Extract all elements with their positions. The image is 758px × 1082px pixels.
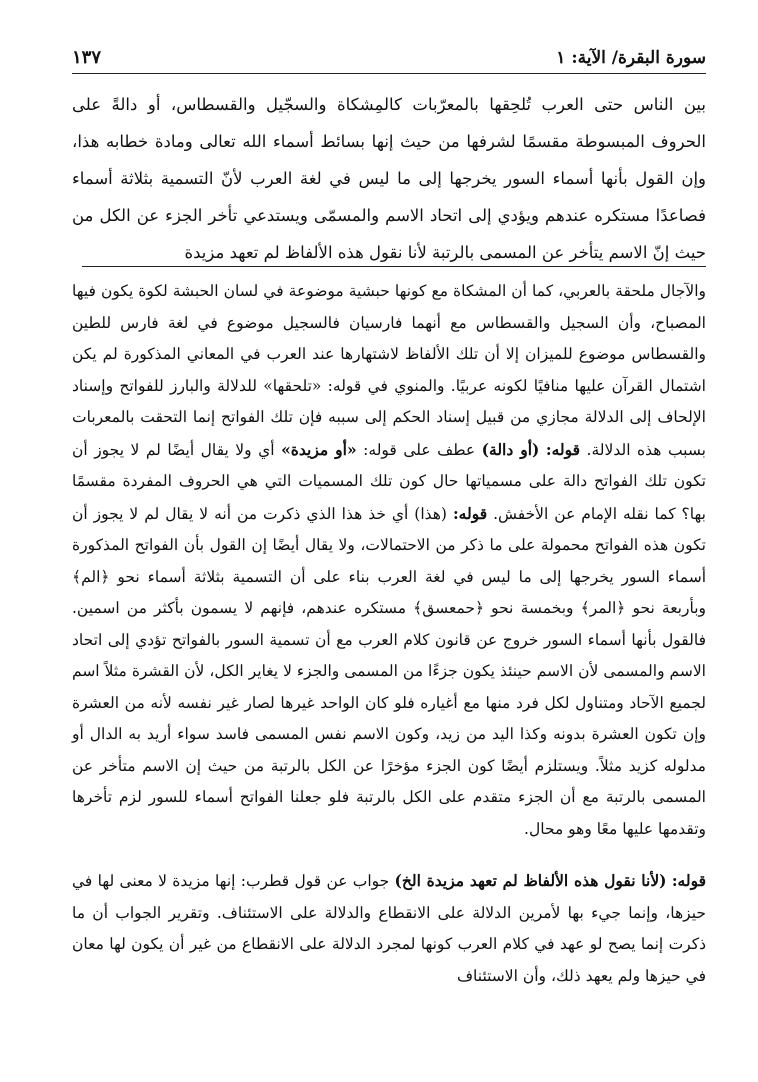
- commentary-text: جواب عن قول قطرب: إنها مزيدة لا معنى لها في حيزها، وإنما جيء بها لأمرين الدلالة على الانقطاع والدلالة على الاستئناف. وتقرير الجواب أن ما ذكرت إنما يصح لو عهد في كلام العرب كونها لمجرد الدلالة على الانقطاع من غير أن يكون لها معان في حيزها ولم يعهد ذلك، وأن الاستئناف: [72, 872, 706, 985]
- commentary-paragraph-1: [72, 276, 706, 845]
- quoted-phrase: (أو دالة): [481, 439, 540, 459]
- page-number: ١٣٧: [72, 47, 102, 68]
- main-text-paragraph: بين الناس حتى العرب تُلحِقها بالمعرّبات كالمِشكاة والسجّيل والقسطاس، أو دالةً على الحروف المبسوطة مقسمًا لشرفها من حيث إنها بسائط أسماء الله تعالى ومادة خطابه هذا، وإن القول بأنها أسماء السور يخرجها إلى ما ليس في لغة العرب لأنّ التسمية بثلاثة أسماء فصاعدًا مستكره عندهم ويؤدي إلى اتحاد الاسم والمسمّى ويستدعي تأخر الجزء عن الكل من حيث إنّ الاسم يتأخر عن المسمى بالرتبة لأنا نقول هذه الألفاظ لم تعهد مزيدة: [72, 95, 706, 262]
- quoted-phrase: «أو مزيدة»: [281, 439, 357, 459]
- main-text-block: [72, 86, 706, 271]
- page-header: [72, 40, 706, 68]
- keyword-qawluhu: قوله:: [452, 503, 488, 523]
- commentary-block: [72, 276, 706, 1012]
- keyword-qawluhu: قوله:: [671, 871, 706, 890]
- quoted-phrase: (لأنا نقول هذه الألفاظ لم تعهد مزيدة الخ): [394, 871, 667, 890]
- running-title: سورة البقرة/ الآية: ١: [556, 48, 706, 68]
- commentary-text: عطف على قوله:: [363, 440, 476, 459]
- commentary-text: والآجال ملحقة بالعربي، كما أن المشكاة مع كونها حبشية موضوعة في لسان الحبشة لكوة يكون فيها المصباح، وأن السجيل والقسطاس مع أنهما فارسيان فالسجيل موضوع في لغة فارس للطين والقسطاس موضوع للميزان إلا أن تلك الألفاظ لاشتهارها عند العرب في المعاني المذكورة لم يكن اشتمال القرآن عليها منافيًا لكونه عربيًا. والمنوي في قوله: «تلحقها» للدلالة والبارز للفواتح وإسناد الإلحاف إلى الدلالة مجازي من قبيل إسناد الحكم إلى سببه فإن تلك الفواتح إنما التحقت بالمعربات بسبب هذه الدلالة.: [72, 282, 706, 459]
- commentary-paragraph-2: [72, 865, 706, 992]
- commentary-text: (هذا) أي خذ هذا الذي ذكرت من أنه لا يقال لم لا يجوز أن تكون هذه الفواتح محمولة على ما ذكر من الاحتمالات، ولا يقال أيضًا إن القول بأن الفواتح المذكورة أسماء السور يخرجها إلى ما ليس في لغة العرب بناء على أن التسمية بثلاثة أسماء نحو ﴿الم﴾ وبأربعة نحو ﴿المر﴾ وبخمسة نحو ﴿حمعسق﴾ مستكره عندهم، فإنهم لا يسمون بأكثر من اسمين. فالقول بأنها أسماء السور خروج عن قانون كلام العرب مع أن تسمية السور بالفواتح تؤدي إلى اتحاد الاسم والمسمى لأن الاسم حينئذ يكون جزءًا من المسمى والجزء لا يغاير الكل، لأن القشرة مثلاً اسم لجميع الآحاد ومتناول لكل فرد منها مع أغياره فلو كان الواحد غيرها لصار غير نفسه لأنه من العشرة وإن تكون العشرة بدونه وكذا اليد من زيد، وكون الاسم نفس المسمى فاسد سواء أريد به الدال أو مدلوله كزيد مثلاً. ويستلزم أيضًا كون الجزء مؤخرًا عن الكل بالرتبة من حيث إن الاسم متأخر عن المسمى بالرتبة مع أن الجزء متقدم على الكل بالرتبة فلو جعلنا الفواتح أسماء للسور لزم تأخرها وتقدمها عليها معًا وهو محال.: [72, 504, 706, 838]
- header-rule: [72, 73, 706, 74]
- keyword-qawluhu: قوله:: [545, 439, 581, 459]
- commentary-text: أي ولا يقال أيضًا لم لا يجوز أن تكون تلك الفواتح دالة على مسمياتها حال كون تلك المسميات التي هي الحروف المفردة مقسمًا بها؟ كما نقله الإمام عن الأخفش.: [72, 440, 706, 523]
- footnote-separator: [82, 266, 706, 267]
